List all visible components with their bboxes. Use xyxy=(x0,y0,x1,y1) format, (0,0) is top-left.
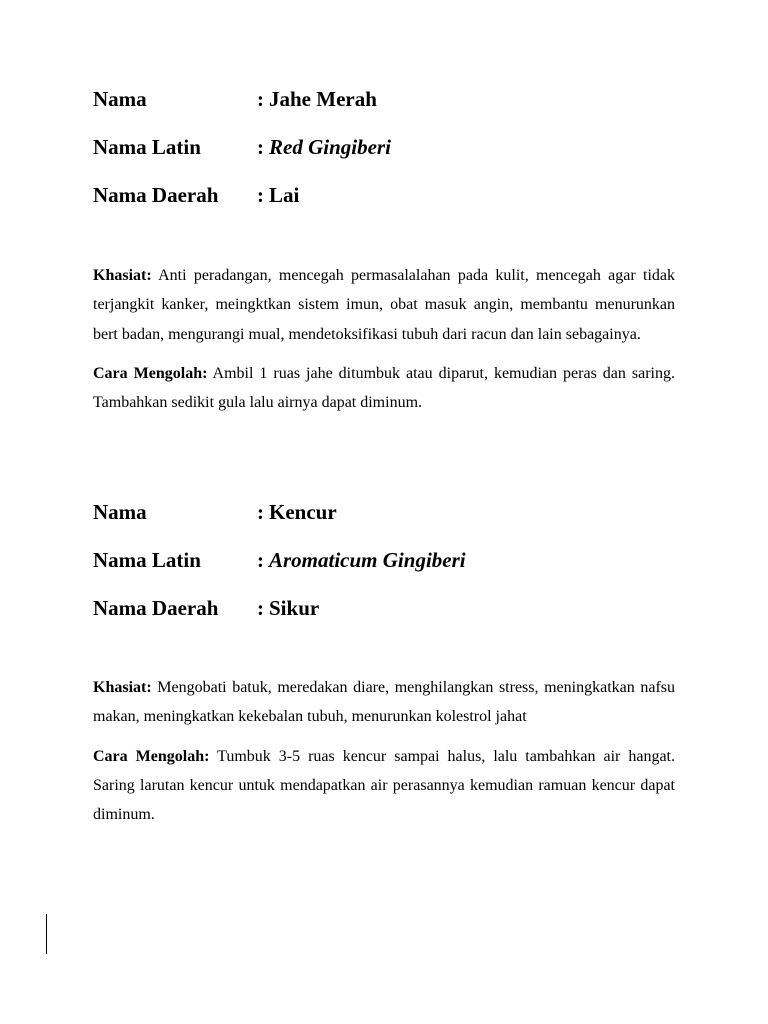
herb-entry-kencur xyxy=(93,497,675,829)
separator-colon: : xyxy=(257,135,264,159)
nama-daerah-label: Nama Daerah xyxy=(93,183,219,207)
separator-colon: : xyxy=(257,183,264,207)
nama-daerah-value: Lai xyxy=(269,183,300,207)
nama-daerah-row xyxy=(93,593,675,641)
nama-label: Nama xyxy=(93,500,147,524)
nama-daerah-label: Nama Daerah xyxy=(93,596,219,620)
nama-latin-label: Nama Latin xyxy=(93,135,201,159)
khasiat-label: Khasiat: xyxy=(93,267,152,284)
nama-label: Nama xyxy=(93,87,147,111)
nama-latin-label: Nama Latin xyxy=(93,548,201,572)
separator-colon: : xyxy=(257,548,264,572)
text-cursor[interactable] xyxy=(46,914,47,954)
nama-row xyxy=(93,497,675,545)
cara-mengolah-label: Cara Mengolah: xyxy=(93,364,208,382)
nama-latin-row xyxy=(93,545,675,593)
cara-mengolah-paragraph xyxy=(93,742,675,830)
herb-entry-jahe-merah xyxy=(93,84,675,417)
nama-daerah-row xyxy=(93,180,675,228)
khasiat-text: Mengobati batuk, meredakan diare, menghilangkan stress, meningkatkan nafsu makan, meningkatkan kekebalan tubuh, menurunkan kolestrol jahat xyxy=(93,679,676,726)
khasiat-paragraph xyxy=(93,261,675,349)
nama-value: Kencur xyxy=(269,500,337,524)
nama-value: Jahe Merah xyxy=(269,87,377,111)
cara-mengolah-text: Ambil 1 ruas jahe ditumbuk atau diparut, kemudian peras dan saring. Tambahkan sedikit gula lalu airnya dapat diminum. xyxy=(93,364,675,412)
nama-daerah-value: Sikur xyxy=(269,596,320,620)
nama-latin-value: Aromaticum Gingiberi xyxy=(269,548,466,572)
cara-mengolah-label: Cara Mengolah: xyxy=(93,747,210,765)
separator-colon: : xyxy=(257,87,264,111)
cara-mengolah-paragraph xyxy=(93,359,675,418)
nama-latin-value: Red Gingiberi xyxy=(269,135,391,159)
khasiat-text: Anti peradangan, mencegah permasalalahan pada kulit, mencegah agar tidak terjangkit kanker, meingktkan sistem imun, obat masuk angin, membantu menurunkan bert badan, mengurangi mual, mendetoksifikasi tubuh dari racun dan lain sebagainya. xyxy=(93,267,675,343)
nama-latin-row xyxy=(93,132,675,180)
separator-colon: : xyxy=(257,500,264,524)
khasiat-paragraph xyxy=(93,673,675,732)
khasiat-label: Khasiat: xyxy=(93,679,152,696)
separator-colon: : xyxy=(257,596,264,620)
cara-mengolah-text: Tumbuk 3-5 ruas kencur sampai halus, lalu tambahkan air hangat. Saring larutan kencur untuk mendapatkan air perasannya kemudian ramuan kencur dapat diminum. xyxy=(93,747,675,824)
nama-row xyxy=(93,84,675,132)
